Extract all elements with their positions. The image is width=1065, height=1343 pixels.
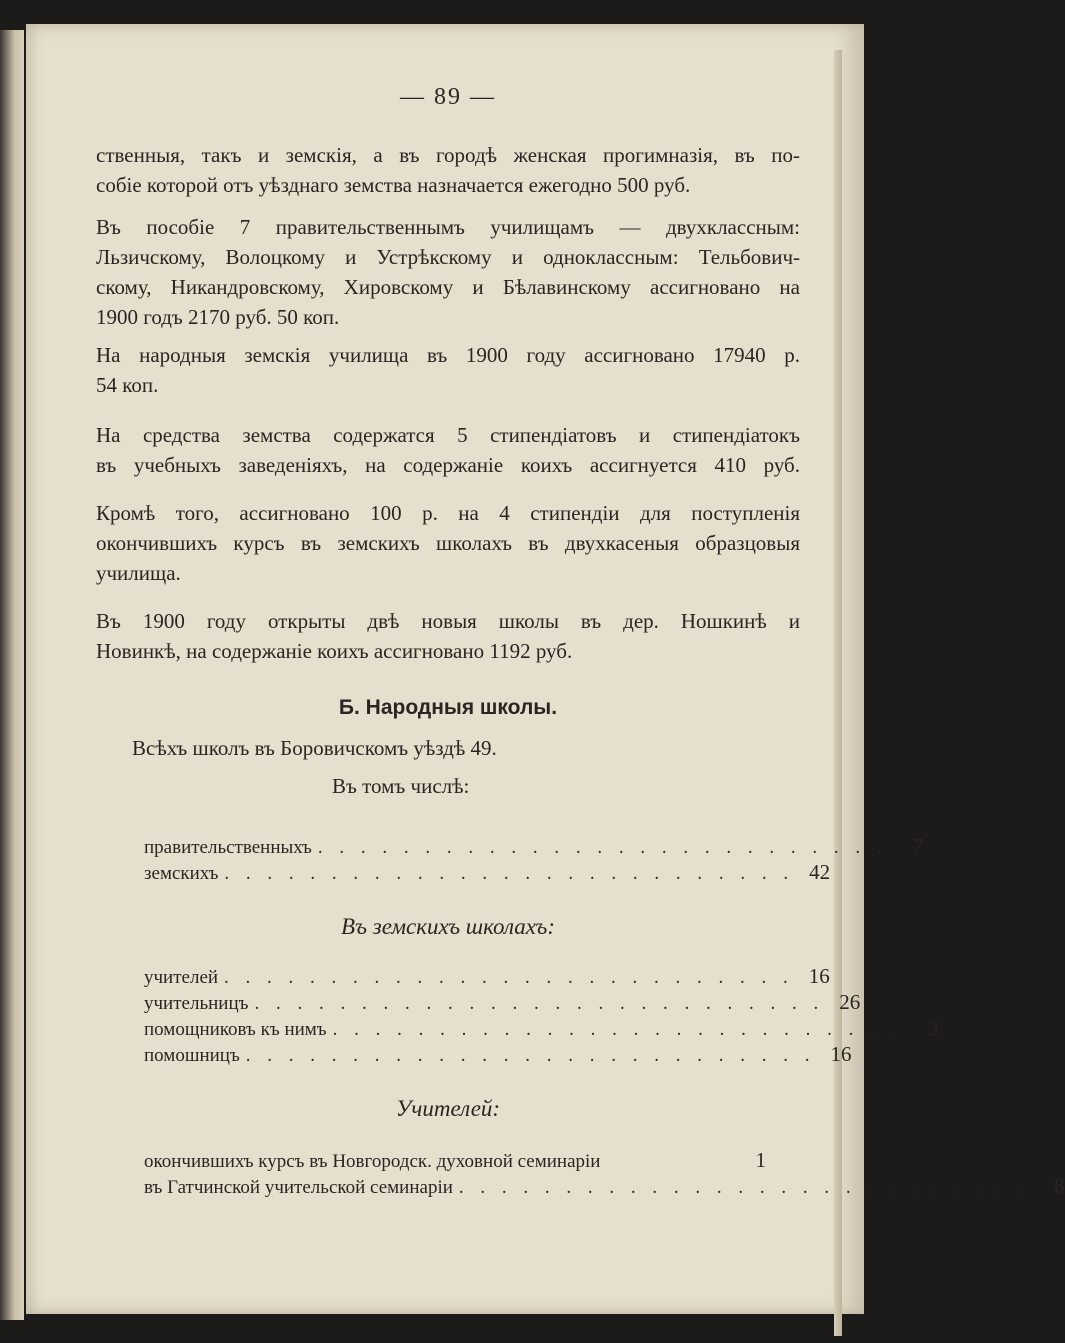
row-value: 8 — [1054, 1174, 1065, 1198]
text-line: въ учебныхъ заведеніяхъ, на содержаніе коихъ ассигнуется 410 руб. — [96, 453, 800, 477]
leader-dots: . . . . . . . . . . . . . . . . . . . . . . . . . . . — [332, 1019, 903, 1040]
row-value: 42 — [809, 860, 831, 884]
text-line: окончившихъ курсъ въ земскихъ школахъ въ двухкасеныя образцовыя — [96, 531, 800, 555]
page-number: — 89 — — [400, 84, 496, 110]
leader-dots: . . . . . . . . . . . . . . . . . . . . . . . . . . . — [245, 1045, 816, 1066]
table-row — [144, 860, 831, 885]
row-value: 7 — [913, 834, 924, 858]
italic-heading-zemstvo-schools: Въ земскихъ школахъ: — [340, 914, 556, 939]
text-line: Кромѣ того, ассигновано 100 р. на 4 стипендіи для поступленія — [96, 501, 800, 525]
paragraph-4 — [96, 420, 800, 480]
table-row — [144, 1174, 1065, 1199]
table-row — [144, 964, 830, 989]
table-row — [144, 1148, 766, 1173]
row-label: помошницъ — [144, 1045, 240, 1066]
row-label: учителей — [144, 967, 219, 988]
page-edge — [834, 50, 842, 1336]
text-line: ственныя, такъ и земскія, а въ городѣ женская прогимназія, въ по- — [96, 143, 800, 167]
text-line: собіе которой отъ уѣзднаго земства назначается ежегодно 500 руб. — [96, 173, 691, 197]
leader-dots: . . . . . . . . . . . . . . . . . . . . . . . . . . . — [254, 993, 825, 1014]
paragraph-3 — [96, 340, 800, 400]
table-row — [144, 1016, 939, 1041]
row-value: 26 — [839, 990, 861, 1014]
row-label: земскихъ — [144, 863, 219, 884]
text-line: Въ пособіе 7 правительственнымъ училищамъ — двухклассным: — [96, 215, 800, 239]
table-row — [144, 834, 924, 859]
text-line: Льзичскому, Волоцкому и Устрѣкскому и одноклассным: Тельбович- — [96, 245, 800, 269]
paragraph-5 — [96, 498, 800, 588]
subheading-including: Въ томъ числѣ: — [332, 774, 470, 798]
text-line: Въ 1900 году открыты двѣ новыя школы въ дер. Ношкинѣ и — [96, 609, 800, 633]
row-label: учительницъ — [144, 993, 249, 1014]
text-line: училища. — [96, 561, 181, 585]
row-label: окончившихъ курсъ въ Новгородск. духовной семинаріи — [144, 1151, 601, 1172]
book-spine — [0, 30, 24, 1320]
text-line: Новинкѣ, на содержаніе коихъ ассигновано 1192 руб. — [96, 639, 573, 663]
italic-heading-teachers: Учителей: — [395, 1096, 501, 1121]
text-line: На народныя земскія училища въ 1900 году ассигновано 17940 р. — [96, 343, 800, 367]
book-page — [26, 24, 1065, 1314]
table-row — [144, 1042, 852, 1067]
paragraph-1 — [96, 140, 800, 200]
text-line: 1900 годъ 2170 руб. 50 коп. — [96, 305, 340, 329]
row-value: 3 — [927, 1016, 939, 1040]
paragraph-2 — [96, 212, 800, 332]
leader-dots: . . . . . . . . . . . . . . . . . . . . . . . . . . . — [224, 863, 795, 884]
section-heading: Б. Народныя школы. — [338, 696, 558, 719]
text-line: На средства земства содержатся 5 стипендіатовъ и стипендіатокъ — [96, 423, 800, 447]
row-value: 16 — [830, 1042, 852, 1066]
leader-dots: . . . . . . . . . . . . . . . . . . . . . . . . . . . — [317, 837, 888, 858]
text-line: скому, Никандровскому, Хировскому и Бѣлавинскому ассигновано на — [96, 275, 800, 299]
schools-total: Всѣхъ школъ въ Боровичскомъ уѣздѣ 49. — [132, 736, 497, 760]
paragraph-6 — [96, 606, 800, 666]
leader-dots: . . . . . . . . . . . . . . . . . . . . . . . . . . . — [224, 967, 794, 988]
row-value: 1 — [755, 1148, 766, 1172]
row-label: правительственныхъ — [144, 837, 312, 858]
row-value: 16 — [808, 964, 830, 988]
row-label: помощниковъ къ нимъ — [144, 1019, 327, 1040]
table-row — [144, 990, 861, 1015]
leader-dots: . . . . . . . . . . . . . . . . . . . . . . . . . . . — [458, 1177, 1029, 1198]
row-label: въ Гатчинской учительской семинаріи — [144, 1177, 453, 1198]
text-line: 54 коп. — [96, 373, 159, 397]
